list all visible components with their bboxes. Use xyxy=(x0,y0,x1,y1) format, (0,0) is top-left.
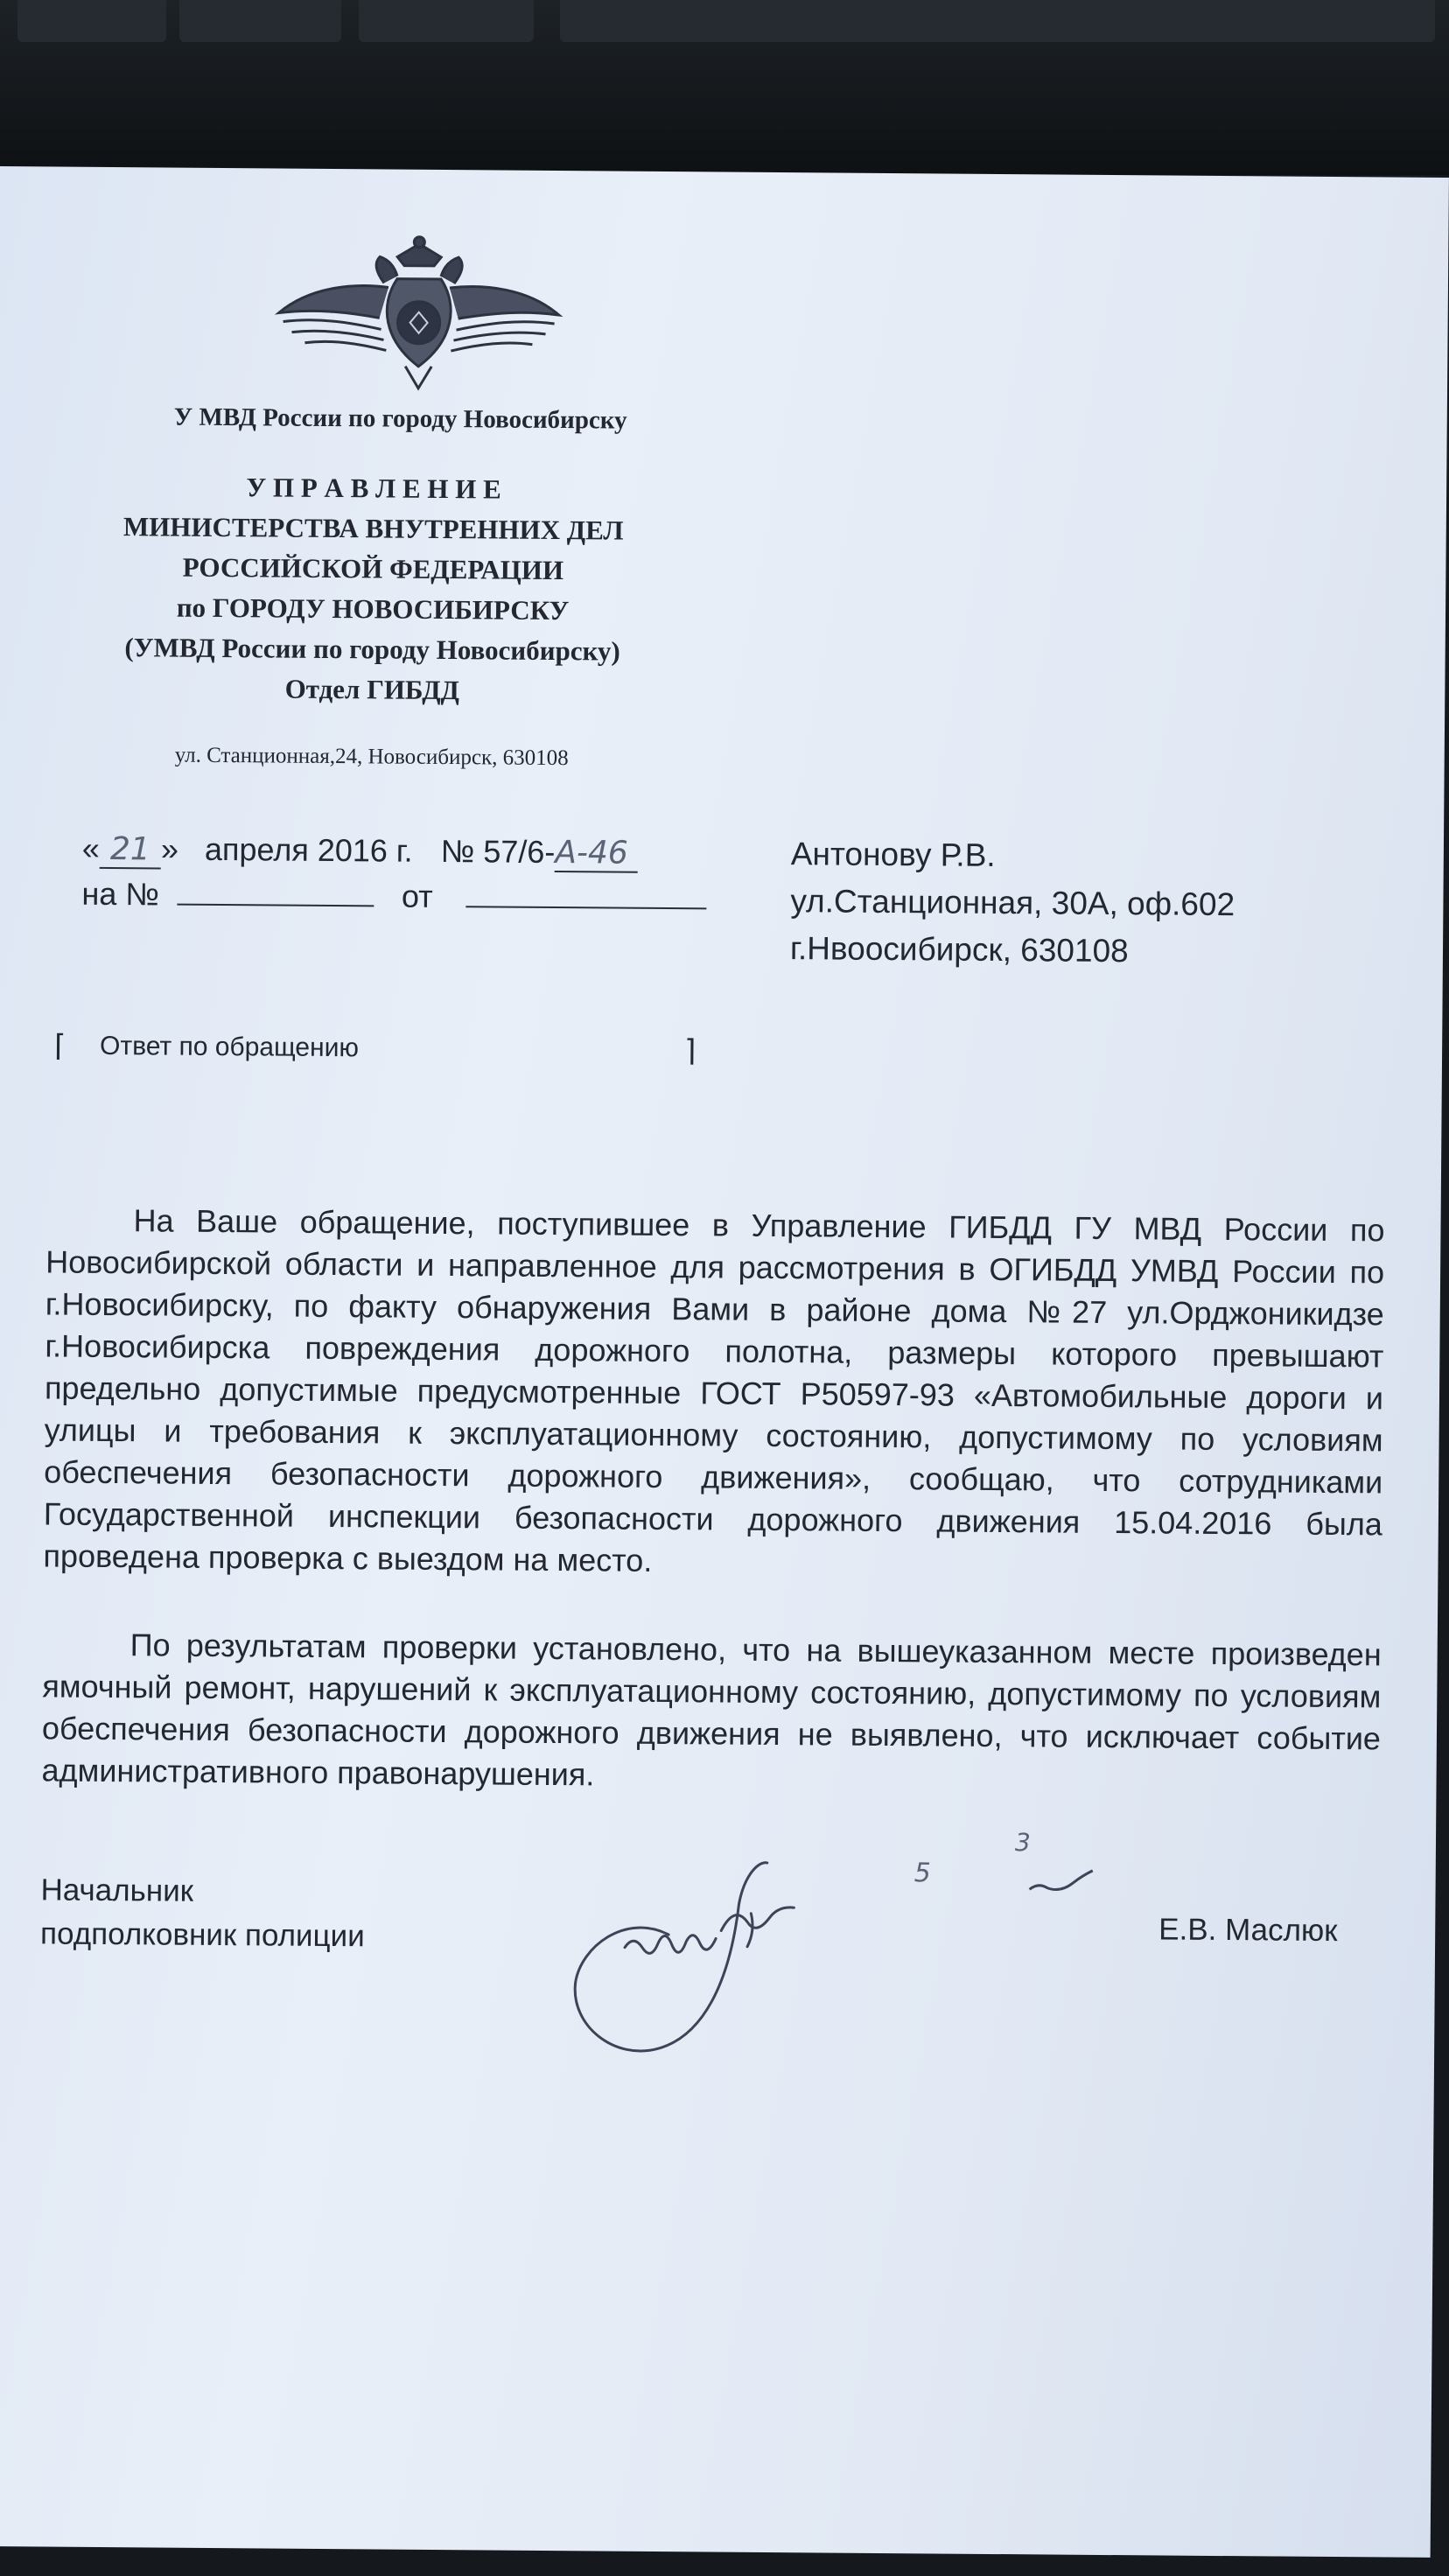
recipient-street: ул.Станционная, 30А, оф.602 xyxy=(790,883,1236,923)
signatory-rank: подполковник полиции xyxy=(39,1916,365,1954)
reference-month-year: апреля 2016 г. xyxy=(204,830,413,869)
reference-day: 21 xyxy=(100,831,161,870)
letterhead-title-line: (УМВД России по городу Новосибирску) xyxy=(124,632,620,667)
from-label: от xyxy=(401,878,433,914)
recipient-city: г.Нвоосибирск, 630108 xyxy=(789,930,1129,970)
letterhead-title-line: У П Р А В Л Е Н И Е xyxy=(246,472,501,505)
agency-line: У МВД России по городу Новосибирску xyxy=(173,402,627,435)
signatory-name: Е.В. Маслюк xyxy=(1158,1912,1338,1949)
letterhead-title-line: МИНИСТЕРСТВА ВНУТРЕННИХ ДЕЛ xyxy=(122,511,624,546)
quote-close: » xyxy=(160,830,179,867)
reference-date-line xyxy=(82,830,639,873)
subject-text: Ответ по обращению xyxy=(99,1031,360,1063)
subject-bracket-close: ⌉ xyxy=(683,1035,696,1068)
letterhead-title-line: Отдел ГИБДД xyxy=(284,673,460,706)
double-headed-eagle-emblem-icon xyxy=(274,234,564,394)
reply-to-blank xyxy=(177,878,374,907)
handwritten-signature xyxy=(563,1851,862,2072)
keyboard-key xyxy=(179,0,341,42)
handwritten-dash-icon xyxy=(1027,1863,1097,1899)
keyboard-key xyxy=(560,0,1435,42)
handwritten-mark: 5 xyxy=(914,1858,931,1889)
letterhead-address: ул. Станционная,24, Новосибирск, 630108 xyxy=(174,743,569,771)
recipient-name: Антонову Р.В. xyxy=(790,836,996,873)
keyboard-key xyxy=(359,0,534,42)
reply-to-label: на № xyxy=(81,875,160,913)
reference-number-hand: А-46 xyxy=(555,835,638,873)
keyboard-key xyxy=(18,0,166,42)
letter-page xyxy=(0,166,1449,2558)
quote-open: « xyxy=(81,830,101,866)
reply-reference-line xyxy=(81,876,707,918)
signatory-position: Начальник xyxy=(40,1872,194,1908)
letterhead-title-line: по ГОРОДУ НОВОСИБИРСКУ xyxy=(176,592,570,626)
body-paragraph-2: По результатам проверки установлено, что на вышеуказанном месте произведен ямочный ремонт, нарушений к эксплуатационному состоянию, допустимому по условиям обеспечения безопасности дорожного движения не выявлено, что исключает событие административного правонарушения. xyxy=(41,1627,1382,1793)
letterhead-title-line: РОССИЙСКОЙ ФЕДЕРАЦИИ xyxy=(182,551,564,586)
handwritten-mark: 3 xyxy=(1014,1828,1031,1858)
subject-bracket-open: ⌈ xyxy=(53,1030,66,1063)
from-date-blank xyxy=(466,879,707,909)
body-paragraph-1: На Ваше обращение, поступившее в Управление ГИБДД ГУ МВД России по Новосибирской области и направленное для рассмотрения в ОГИБДД УМВД России по г.Новосибирску, по факту обнаружения Вами в районе дома №27 ул.Орджоникидзе г.Новосибирска повреждения дорожного полотна, размеры которого превышают предельно допустимые предусмотренные ГОСТ Р50597-93 «Автомобильные дороги и улицы и требования к эксплуатационному состоянию, допустимому по условиям обеспечения безопасности дорожного движения», сообщаю, что сотрудниками Государственной инспекции безопасности дорожного движения 15.04.2016 была проведена проверка с выездом на место. xyxy=(43,1202,1385,1578)
reference-number-prefix: № 57/6- xyxy=(440,832,556,871)
keyboard-background xyxy=(0,0,1449,175)
